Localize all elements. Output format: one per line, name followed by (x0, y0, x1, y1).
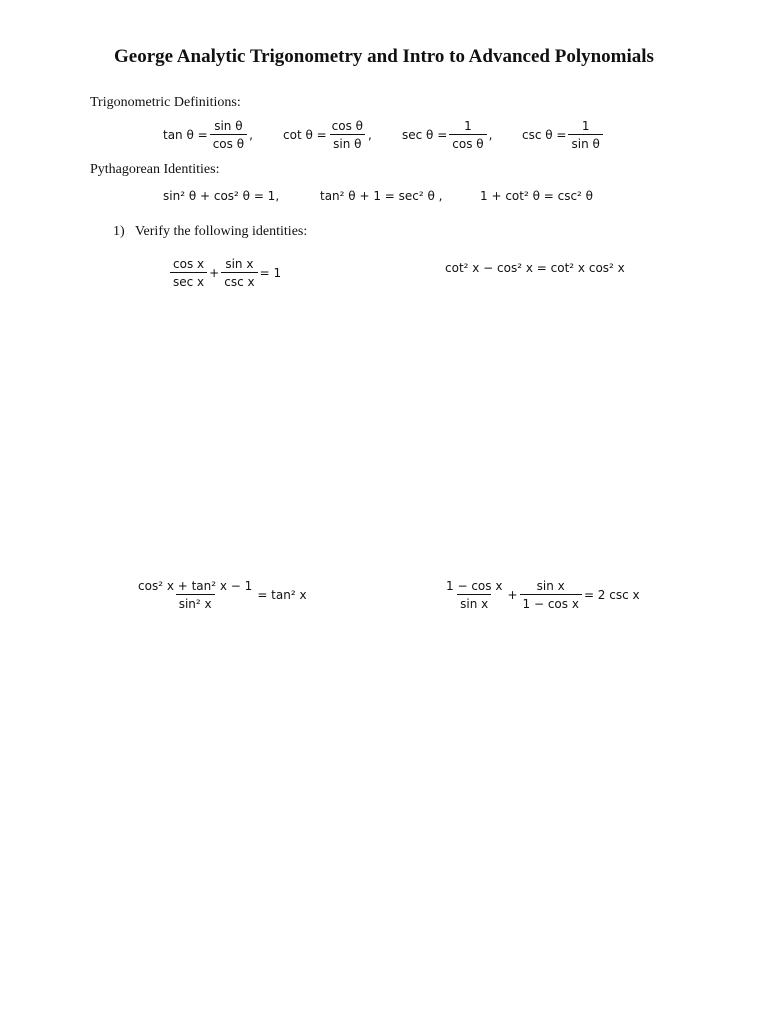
sec-lhs: sec θ = (402, 128, 448, 142)
csc-denominator: sin θ (568, 134, 602, 150)
definition-sec (402, 120, 492, 150)
tan-lhs: tan θ = (163, 128, 208, 142)
identity-d-fraction-1-numerator: 1 − cos x (446, 579, 503, 593)
identity-d (441, 580, 640, 610)
identity-a-rhs: = 1 (259, 266, 282, 280)
identity-c-denominator: sin² x (176, 594, 215, 610)
definition-cot (283, 120, 372, 150)
cot-fraction (329, 120, 366, 150)
cot-lhs: cot θ = (283, 128, 327, 142)
cot-numerator: cos θ (331, 119, 364, 133)
sec-numerator: 1 (464, 119, 472, 133)
identity-a-fraction-2-denominator: csc x (221, 272, 257, 288)
problem-instruction: Verify the following identities: (135, 224, 308, 239)
identity-d-fraction-1 (443, 580, 505, 610)
identity-d-rhs: = 2 csc x (583, 588, 640, 602)
sec-fraction (449, 120, 486, 150)
csc-fraction (568, 120, 602, 150)
identity-a-fraction-2-numerator: sin x (225, 257, 254, 271)
tan-fraction (210, 120, 247, 150)
pythagorean-identity-1: sin² θ + cos² θ = 1, (163, 189, 280, 203)
identity-d-fraction-2-denominator: 1 − cos x (520, 594, 582, 610)
cot-denominator: sin θ (330, 134, 364, 150)
pythagorean-identity-3: 1 + cot² θ = csc² θ (480, 189, 594, 203)
identity-a-fraction-1-numerator: cos x (173, 257, 205, 271)
identity-d-plus: + (507, 588, 518, 602)
problem-number: 1) (113, 224, 125, 239)
sec-denominator: cos θ (449, 134, 486, 150)
tan-separator: , (249, 128, 253, 142)
identity-c-rhs: = tan² x (257, 588, 307, 602)
identity-d-fraction-1-denominator: sin x (457, 594, 491, 610)
csc-numerator: 1 (581, 119, 590, 133)
identity-a-plus: + (209, 266, 220, 280)
definitions-label: Trigonometric Definitions: (90, 95, 241, 110)
csc-lhs: csc θ = (522, 128, 567, 142)
tan-numerator: sin θ (214, 119, 243, 133)
identity-d-fraction-2-numerator: sin x (536, 579, 565, 593)
identity-a-fraction-2 (221, 258, 257, 288)
definition-csc (522, 120, 605, 150)
definition-tan (163, 120, 253, 150)
identity-a-fraction-1-denominator: sec x (170, 272, 207, 288)
identity-c-fraction (135, 580, 255, 610)
cot-separator: , (368, 128, 372, 142)
identity-a-fraction-1 (170, 258, 207, 288)
identity-d-fraction-2 (520, 580, 582, 610)
pythagorean-label: Pythagorean Identities: (90, 162, 220, 177)
pythagorean-identity-2: tan² θ + 1 = sec² θ , (320, 189, 443, 203)
identity-c-numerator: cos² x + tan² x − 1 (138, 579, 253, 593)
sec-separator: , (488, 128, 493, 142)
identity-c (133, 580, 307, 610)
identity-a (168, 258, 281, 288)
identity-b: cot² x − cos² x = cot² x cos² x (445, 261, 625, 275)
page-title: George Analytic Trigonometry and Intro to Advanced Polynomials (114, 46, 654, 67)
tan-denominator: cos θ (210, 134, 247, 150)
